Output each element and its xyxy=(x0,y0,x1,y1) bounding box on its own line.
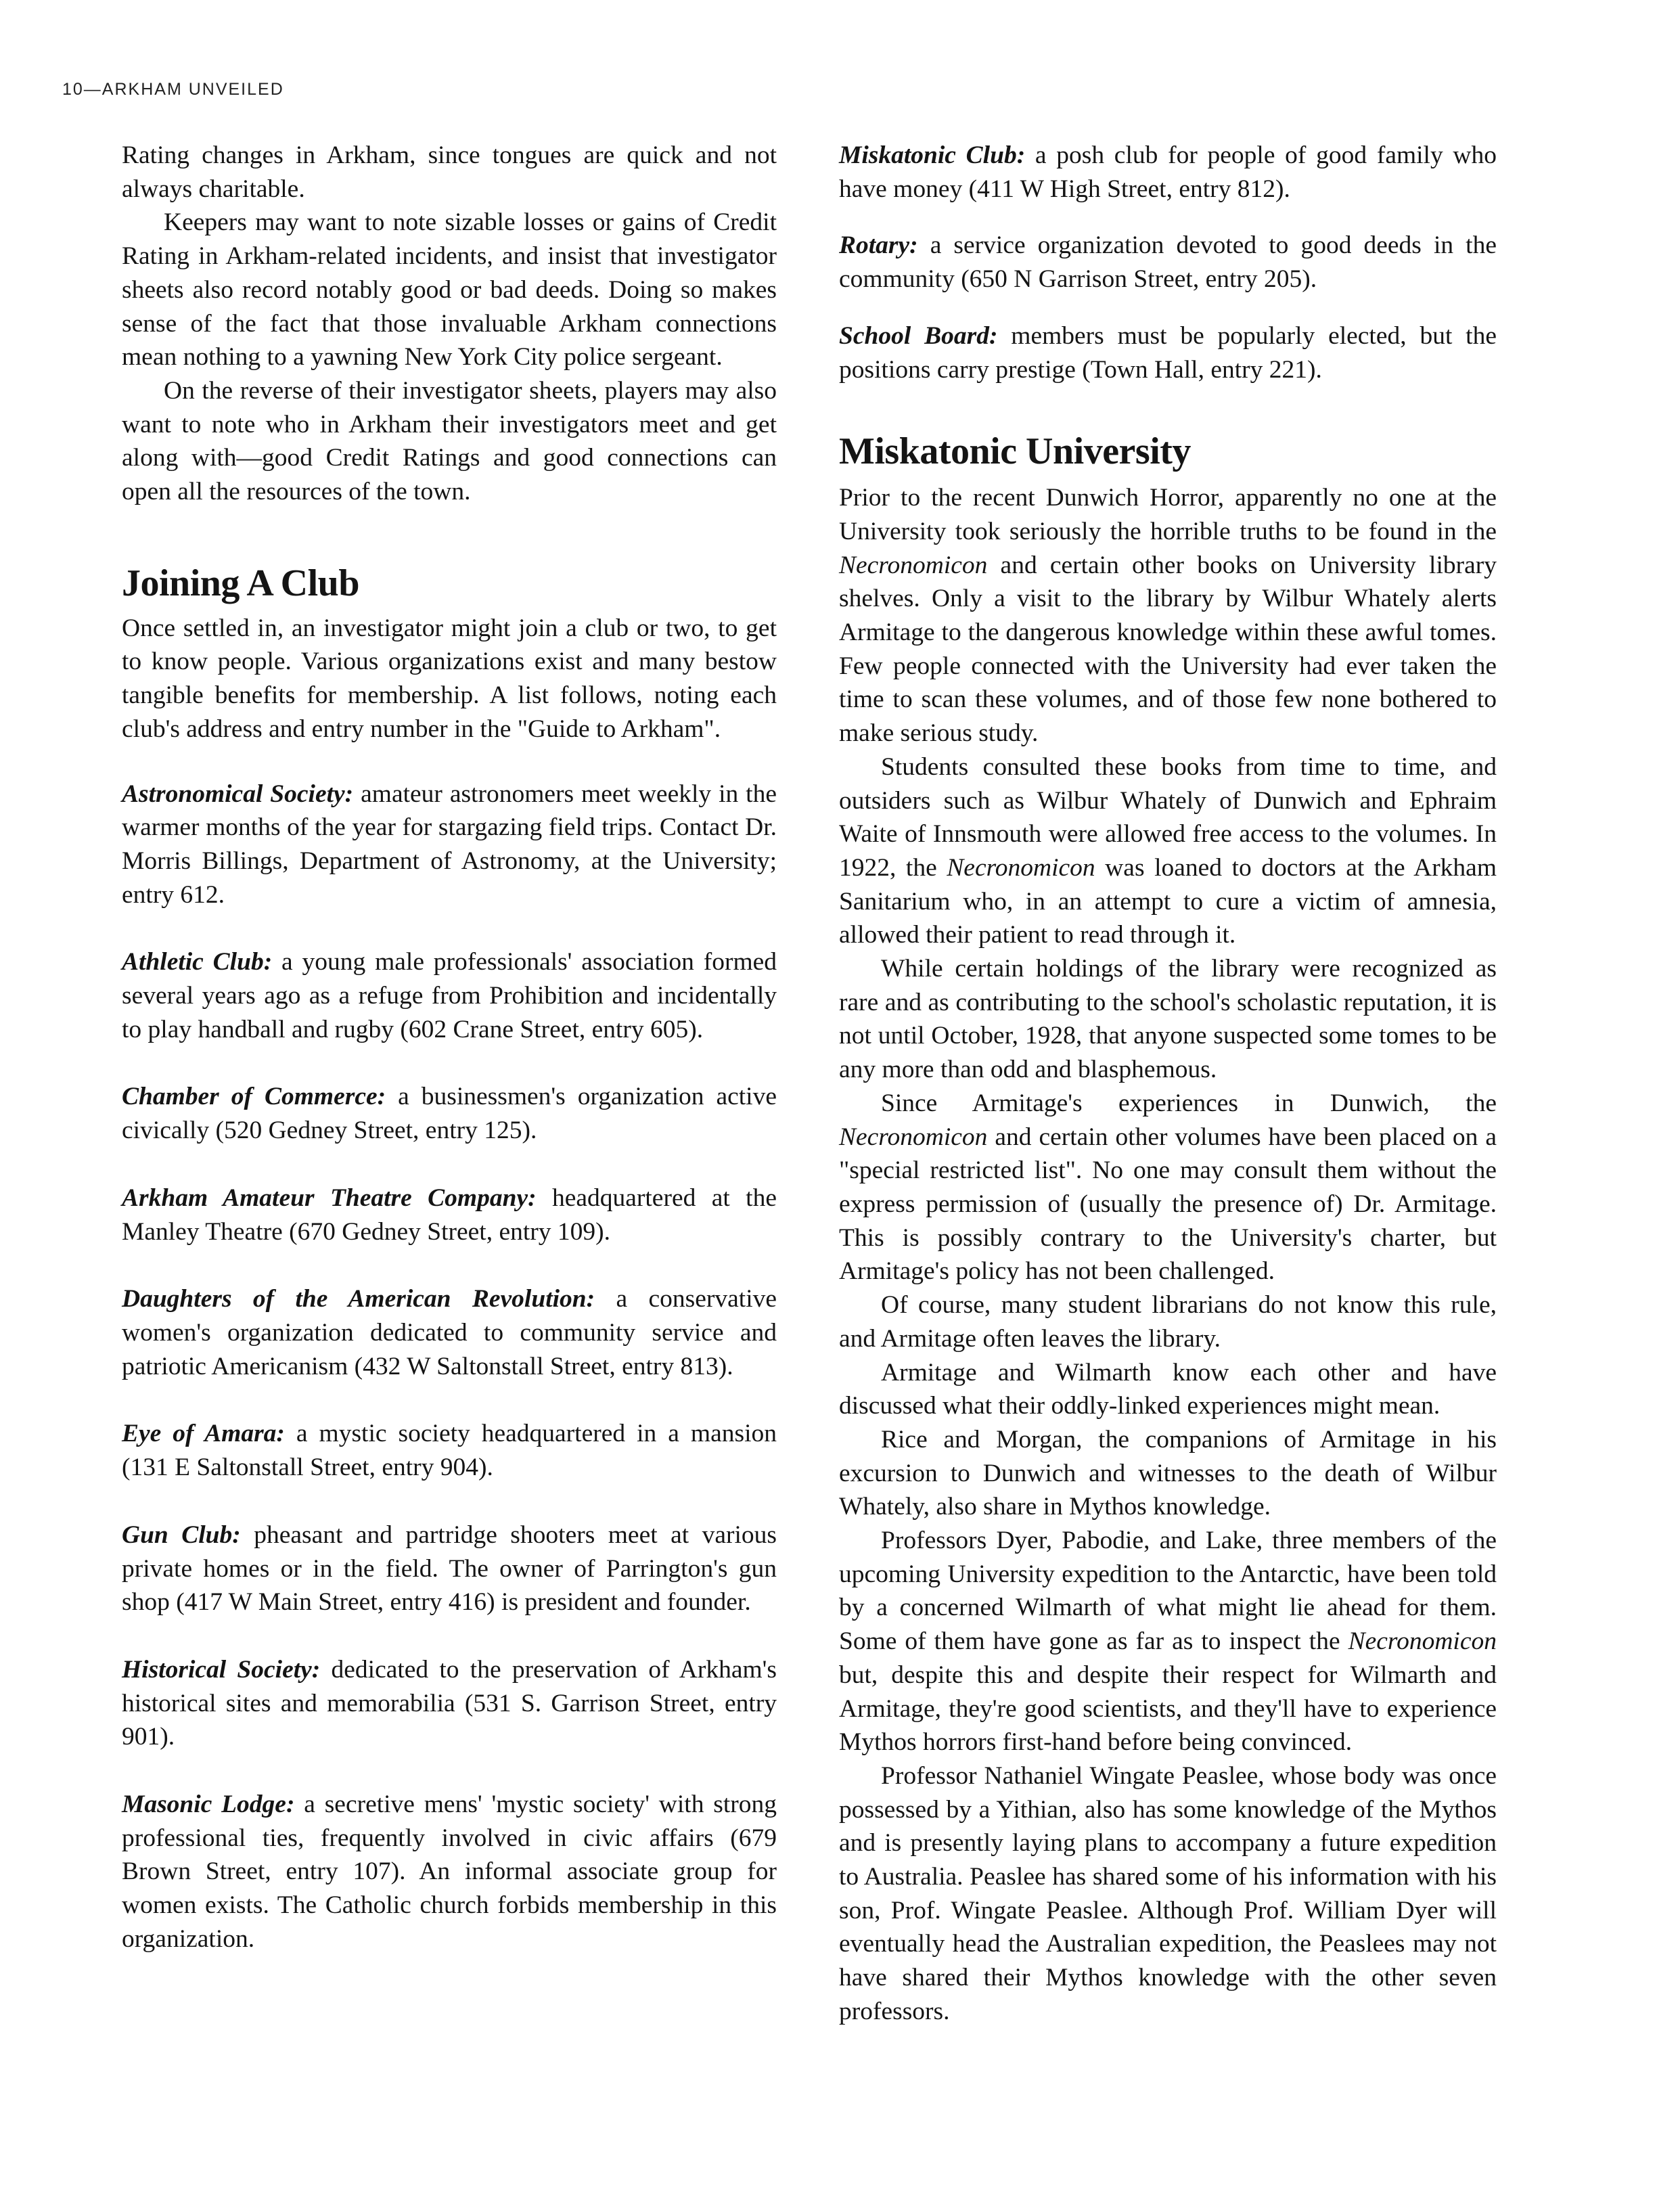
club-description: headquartered at the Manley Theatre (670 Gedney Street, entry 109). xyxy=(122,1184,777,1246)
club-name: Masonic Lodge: xyxy=(122,1790,295,1819)
club-entry-athletic-club xyxy=(122,945,777,1046)
club-description: a posh club for people of good family who have money (411 W High Street, entry 812). xyxy=(839,141,1497,203)
club-name: Arkham Amateur Theatre Company: xyxy=(122,1184,537,1212)
section-intro: Once settled in, an investigator might join a club or two, to get to know people. Various organizations exist and many bestow tangible benefits for membership. A list follows, noting each club's address and entry number in the "Guide to Arkham". xyxy=(122,614,777,743)
club-description: a businessmen's organization active civically (520 Gedney Street, entry 125). xyxy=(122,1083,777,1145)
paragraph: Of course, many student librarians do not know this rule, and Armitage often leaves the library. xyxy=(839,1291,1497,1353)
club-entry-school-board xyxy=(839,319,1497,386)
club-name: Eye of Amara: xyxy=(122,1420,285,1448)
club-entry-eye-of-amara xyxy=(122,1417,777,1484)
club-entry-rotary xyxy=(839,229,1497,296)
paragraph: Rice and Morgan, the companions of Armitage in his excursion to Dunwich and witnesses to the death of Wilbur Whately, also share in Mythos knowledge. xyxy=(839,1425,1497,1521)
club-entry-historical-society xyxy=(122,1653,777,1754)
club-name: Daughters of the American Revolution: xyxy=(122,1285,595,1313)
book-title: Necronomicon xyxy=(839,551,988,579)
text: but, despite this and despite their respect for Wilmarth and Armitage, they're good scientists, and they'll have to experience Mythos horrors first-hand before being convinced. xyxy=(839,1661,1497,1757)
paragraph: Armitage and Wilmarth know each other and have discussed what their oddly-linked experiences might mean. xyxy=(839,1358,1497,1420)
book-title: Necronomicon xyxy=(839,1123,988,1151)
club-description: members must be popularly elected, but the positions carry prestige (Town Hall, entry 221). xyxy=(839,321,1497,384)
club-entry-miskatonic-club xyxy=(839,139,1497,206)
club-entry-gun-club xyxy=(122,1518,777,1619)
paragraph: Professor Nathaniel Wingate Peaslee, whose body was once possessed by a Yithian, also has some knowledge of the Mythos and is presently laying plans to accompany a future expedition to Australia. Peaslee has shared some of his information with his son, Prof. Wingate Peaslee. Although Prof. William Dyer will eventually head the Australian expedition, the Peaslees may not have shared their Mythos knowledge with the other seven professors. xyxy=(839,1761,1497,2025)
text: and certain other volumes have been placed on a "special restricted list". No one may consult them without the express permission of (usually the presence of) Dr. Armitage. This is possibly contrary to the University's charter, but Armitage's policy has not been challenged. xyxy=(839,1123,1497,1286)
club-description: a service organization devoted to good deeds in the community (650 N Garrison Street, entry 205). xyxy=(839,231,1497,294)
text: Students consulted these books from time to time, and outsiders such as Wilbur Whately of Dunwich and Ephraim Waite of Innsmouth were allowed free access to the volumes. In 1922, the xyxy=(839,752,1497,882)
paragraph xyxy=(839,1087,1497,1288)
club-entry-theatre-company xyxy=(122,1181,777,1248)
club-entry-astronomical-society xyxy=(122,778,777,912)
club-description: a young male professionals' association formed several years ago as a refuge from Prohibition and incidentally to play handball and rugby (602 Crane Street, entry 605). xyxy=(122,948,777,1043)
club-entry-masonic-lodge xyxy=(122,1788,777,1956)
paragraph: Rating changes in Arkham, since tongues are quick and not always charitable. xyxy=(122,141,777,203)
club-name: Gun Club: xyxy=(122,1520,241,1549)
running-head: 10—ARKHAM UNVEILED xyxy=(62,80,284,99)
paragraph xyxy=(839,750,1497,952)
paragraph xyxy=(839,1524,1497,1759)
text: Professors Dyer, Pabodie, and Lake, three members of the upcoming University expedition to the Antarctic, have been told by a concerned Wilmarth of what might lie ahead for them. Some of them have gone as far as to inspect the xyxy=(839,1527,1497,1656)
club-entry-dar xyxy=(122,1282,777,1383)
club-description: dedicated to the preservation of Arkham's historical sites and memorabilia (531 S. Garrison Street, entry 901). xyxy=(122,1655,777,1751)
text: was loaned to doctors at the Arkham Sanitarium who, in an attempt to cure a victim of amnesia, allowed their patient to read through it. xyxy=(839,853,1497,949)
paragraph: Keepers may want to note sizable losses or gains of Credit Rating in Arkham-related incidents, and insist that investigator sheets also record notably good or bad deeds. Doing so makes sense of the fact that those invaluable Arkham connections mean nothing to a yawning New York City police sergeant. xyxy=(122,208,777,371)
section-title-joining-a-club: Joining A Club xyxy=(122,562,359,604)
book-title: Necronomicon xyxy=(1348,1627,1497,1656)
book-title: Necronomicon xyxy=(947,853,1095,882)
club-description: a conservative women's organization dedicated to community service and patriotic Americanism (432 W Saltonstall Street, entry 813). xyxy=(122,1285,777,1380)
club-name: School Board: xyxy=(839,321,998,350)
text: and certain other books on University library shelves. Only a visit to the library by Wilbur Whately alerts Armitage to the dangerous knowledge within these awful tomes. Few people connected with the University had ever taken the time to scan these volumes, and of those few none bothered to make serious study. xyxy=(839,551,1497,748)
section-title-miskatonic-university: Miskatonic University xyxy=(839,430,1191,473)
paragraph: While certain holdings of the library were recognized as rare and as contributing to the school's scholastic reputation, it is not until October, 1928, that anyone suspected some tomes to be any more than odd and blasphemous. xyxy=(839,955,1497,1084)
club-entry-chamber-of-commerce xyxy=(122,1080,777,1147)
text: Since Armitage's experiences in Dunwich, the xyxy=(881,1089,1497,1117)
left-column xyxy=(122,139,777,1956)
club-description: amateur astronomers meet weekly in the warmer months of the year for stargazing field trips. Contact Dr. Morris Billings, Department of Astronomy, at the University; entry 612. xyxy=(122,780,777,909)
club-name: Miskatonic Club: xyxy=(839,141,1026,169)
paragraph: On the reverse of their investigator sheets, players may also want to note who in Arkham their investigators meet and get along with—good Credit Ratings and good connections can open all the resources of the town. xyxy=(122,376,777,506)
club-description: a secretive mens' 'mystic society' with strong professional ties, frequently involved in civic affairs (679 Brown Street, entry 107). An informal associate group for women exists. The Catholic church forbids membership in this organization. xyxy=(122,1790,777,1953)
club-name: Athletic Club: xyxy=(122,948,273,976)
club-name: Astronomical Society: xyxy=(122,780,354,808)
text: Prior to the recent Dunwich Horror, apparently no one at the University took seriously the horrible truths to be found in the xyxy=(839,484,1497,545)
club-description: a mystic society headquartered in a mansion (131 E Saltonstall Street, entry 904). xyxy=(122,1420,777,1482)
club-description: pheasant and partridge shooters meet at various private homes or in the field. The owner of Parrington's gun shop (417 W Main Street, entry 416) is president and founder. xyxy=(122,1520,777,1617)
club-name: Chamber of Commerce: xyxy=(122,1083,386,1111)
club-name: Historical Society: xyxy=(122,1655,321,1684)
club-name: Rotary: xyxy=(839,231,918,260)
paragraph xyxy=(839,481,1497,750)
right-column xyxy=(839,139,1497,2029)
